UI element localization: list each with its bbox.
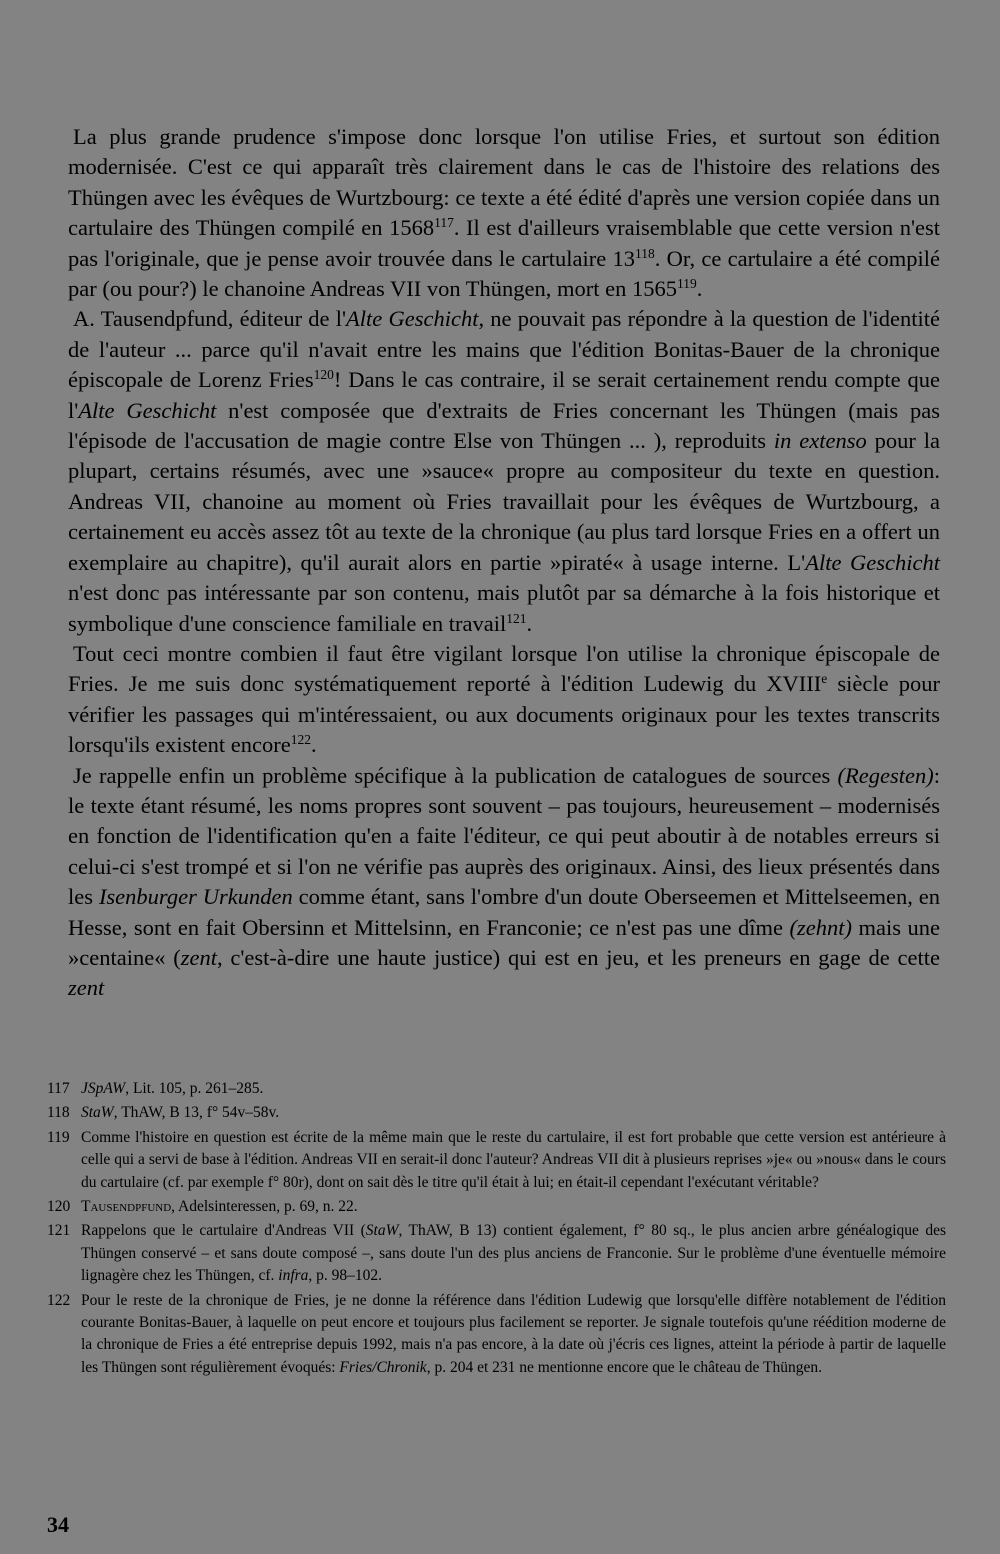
footnote bbox=[47, 1290, 946, 1380]
text-run: Comme l'histoire en question est écrite de la même main que le reste du cartulaire, il est fort probable que cette version est antérieure à celle qui a servi de base à l'édition. Andreas VII en serait-il donc l'auteur? Andreas VII dit à plusieurs reprises »je« ou »nous« dans le cours du cartulaire (cf. par exemple f° 80r), dont on sait dès le titre qu'il était à lui; en était-il cependant l'exécutant véritable? bbox=[81, 1128, 946, 1191]
text-run: A. Tausendpfund, éditeur de l' bbox=[73, 306, 347, 332]
paragraph bbox=[68, 122, 940, 304]
text-run: siècle pour vérifier les passages qui m'intéressaient, ou aux documents originaux pour les textes transcrits lorsqu'ils existent encore bbox=[68, 671, 940, 758]
footnote-text bbox=[81, 1127, 946, 1194]
italic-text: Fries/Chronik bbox=[339, 1358, 427, 1376]
text-run: , Lit. 105, p. 261–285. bbox=[125, 1080, 264, 1097]
footnote-ref: 118 bbox=[635, 245, 655, 261]
text-run: , c'est-à-dire une haute justice) qui est en jeu, et les preneurs en gage de cette bbox=[216, 944, 940, 970]
italic-text: StaW bbox=[81, 1104, 114, 1122]
paragraph bbox=[68, 639, 940, 761]
footnote-number: 118 bbox=[47, 1104, 70, 1122]
italic-text: Isenburger Urkunden bbox=[98, 884, 293, 910]
footnote-ref: 122 bbox=[290, 732, 311, 748]
text-run: Rappelons que le cartulaire d'Andreas VII ( bbox=[81, 1222, 366, 1240]
paragraph bbox=[68, 304, 940, 638]
text-run: . bbox=[311, 732, 317, 758]
footnote bbox=[47, 1127, 946, 1194]
footnote-ref: 119 bbox=[677, 275, 697, 291]
footnote-text bbox=[81, 1290, 946, 1380]
italic-text: infra bbox=[278, 1267, 309, 1285]
footnote-ref: 117 bbox=[434, 215, 454, 231]
footnote bbox=[47, 1220, 946, 1287]
text-run: , ThAW, B 13, f° 54v–58v. bbox=[113, 1104, 280, 1122]
footnote bbox=[47, 1078, 946, 1100]
italic-text: zent bbox=[180, 944, 217, 970]
page-number: 34 bbox=[47, 1512, 69, 1537]
italic-text: Alte Geschicht bbox=[346, 306, 479, 332]
text-run: pour la plupart, certains résumés, avec une »sauce« propre au compositeur du texte en question. Andreas VII, chanoine au moment où Fries travaillait pour les évêques de Wurtzbourg, a certainement eu accès assez tôt au texte de la chronique (au plus tard lorsque Fries en a offert un exemplaire au chapitre), qu'il aurait alors en partie »piraté« à usage interne. L' bbox=[68, 428, 941, 575]
text-run: La plus grande prudence s'impose donc lorsque l'on utilise Fries, et surtout son édition modernisée. C'est ce qui apparaît très clairement dans le cas de l'histoire des relations des Thüngen avec les évêques de Wurtzbourg: ce texte a été édité d'après une version copiée dans un cartulaire des Thüngen compilé en 1568 bbox=[68, 124, 940, 241]
footnote-text bbox=[81, 1102, 946, 1124]
text-run: , Adelsinteressen, p. 69, n. 22. bbox=[171, 1198, 358, 1216]
text-run: Pour le reste de la chronique de Fries, je ne donne la référence dans l'édition Ludewig que lorsqu'elle diffère notablement de l'édition courante Bonitas-Bauer, à laquelle on peut encore et toujours plus facilement se reporter. Je signale toutefois qu'une réédition moderne de la chronique de Fries a été entreprise depuis 1992, mais n'a pas encore, à la date où j'écris ces lignes, atteint la période à partir de laquelle les Thüngen sont régulièrement évoqués: bbox=[81, 1291, 946, 1376]
footnote-number: 120 bbox=[47, 1198, 71, 1216]
text-run: , p. 98–102. bbox=[308, 1267, 383, 1285]
footnote-text bbox=[81, 1220, 946, 1287]
author-name: Tausendpfund bbox=[81, 1198, 172, 1216]
text-run: ! Dans le cas contraire, il se serait certainement rendu compte que l' bbox=[68, 367, 940, 423]
footnote-number: 117 bbox=[47, 1080, 70, 1097]
text-run: mais une »centaine« ( bbox=[68, 914, 940, 970]
main-text bbox=[68, 122, 940, 1004]
text-run: n'est composée que d'extraits de Fries concernant les Thüngen (mais pas l'épisode de l'accusation de magie contre Else von Thüngen ... ), reproduits bbox=[68, 397, 940, 454]
italic-text: JSpAW bbox=[81, 1080, 126, 1097]
footnote-number: 119 bbox=[47, 1128, 70, 1146]
italic-text: StaW bbox=[365, 1222, 399, 1240]
footnote-text bbox=[81, 1078, 946, 1100]
text-run: . bbox=[696, 276, 703, 302]
text-run: . Il est d'ailleurs vraisemblable que cette version n'est pas l'originale, que je pense avoir trouvée dans le cartulaire 13 bbox=[68, 215, 941, 271]
footnote-number: 121 bbox=[47, 1222, 71, 1240]
text-run: n'est donc pas intéressante par son contenu, mais plutôt par sa démarche à la fois historique et symbolique d'une conscience familiale en travail bbox=[68, 580, 940, 636]
text-run: , p. 204 et 231 ne mentionne encore que le château de Thüngen. bbox=[426, 1358, 822, 1376]
text-run: comme étant, sans l'ombre d'un doute Oberseemen et Mittelseemen, en Hesse, sont en fait Obersinn et Mittelsinn, en Franconie; ce n'est pas une dîme bbox=[68, 884, 940, 940]
italic-text: (Regesten) bbox=[837, 762, 934, 788]
italic-text: in extenso bbox=[773, 428, 867, 454]
italic-text: Alte Geschicht bbox=[805, 549, 940, 575]
footnote-text bbox=[81, 1196, 946, 1218]
text-run: . Or, ce cartulaire a été compilé par (ou pour?) le chanoine Andreas VII von Thüngen, mort en 1565 bbox=[68, 245, 941, 302]
italic-text: (zehnt) bbox=[789, 914, 852, 940]
text-run: , ThAW, B 13) contient également, f° 80 sq., le plus ancien arbre généalogique des Thüngen conservé – et sans doute composé –, sans doute l'un des plus anciens de Franconie. Sur le problème d'une éventuelle mémoire lignagère chez les Thüngen, cf. bbox=[81, 1222, 947, 1285]
footnote-ref: 120 bbox=[313, 367, 334, 383]
footnote-ref: 121 bbox=[506, 610, 527, 626]
footnotes bbox=[47, 1078, 946, 1381]
text-run: . bbox=[526, 610, 533, 636]
text-run: , ne pouvait pas répondre à la question de l'identité de l'auteur ... parce qu'il n'avait entre les mains que l'édition Bonitas-Bauer de la chronique épiscopale de Lorenz Fries bbox=[68, 306, 941, 393]
footnote-ref: e bbox=[821, 671, 828, 687]
footnote bbox=[47, 1196, 946, 1218]
italic-text: zent bbox=[68, 975, 105, 1001]
paragraph bbox=[68, 761, 940, 1004]
text-run: Tout ceci montre combien il faut être vigilant lorsque l'on utilise la chronique épiscopale de Fries. Je me suis donc systématiquement reporté à l'édition Ludewig du XVIII bbox=[68, 640, 940, 697]
text-run: Je rappelle enfin un problème spécifique à la publication de catalogues de sources bbox=[73, 762, 838, 788]
text-run: : le texte étant résumé, les noms propres sont souvent – pas toujours, heureusement – modernisés en fonction de l'identification qu'en a faite l'éditeur, ce qui peut aboutir à de notables erreurs si celui-ci s'est trompé et si l'on ne vérifie pas auprès des originaux. Ainsi, des lieux présentés dans les bbox=[68, 762, 940, 910]
footnote-number: 122 bbox=[47, 1291, 71, 1309]
footnote bbox=[47, 1102, 946, 1124]
italic-text: Alte Geschicht bbox=[78, 397, 217, 423]
